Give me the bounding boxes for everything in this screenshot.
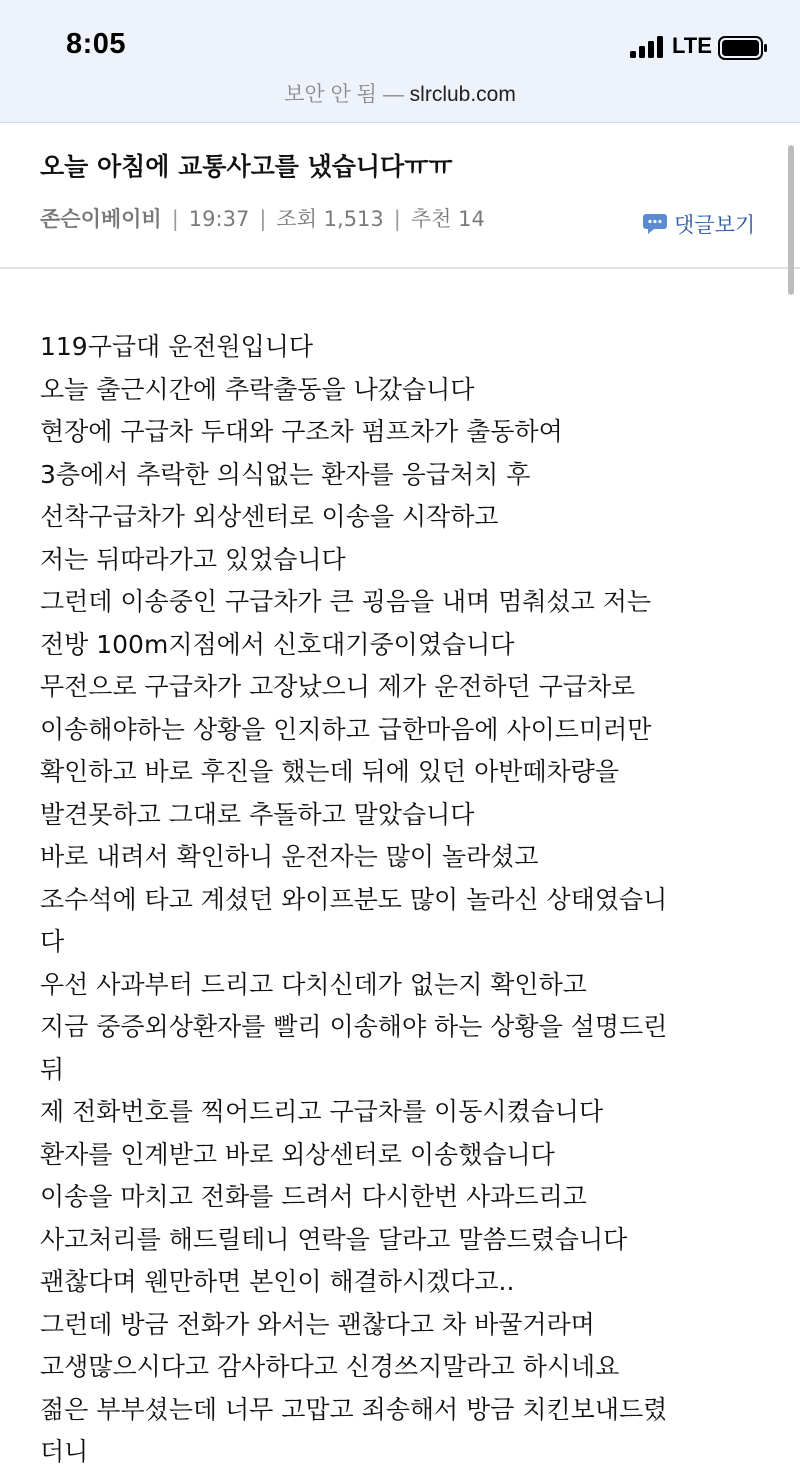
browser-address-bar[interactable] xyxy=(0,76,800,123)
body-line: 현장에 구급차 두대와 구조차 펌프차가 출동하여 xyxy=(40,417,563,446)
post-body xyxy=(40,326,752,1474)
meta-separator: | xyxy=(171,207,179,231)
body-line: 젊은 부부셨는데 너무 고맙고 죄송해서 방금 치킨보내드렸 xyxy=(40,1394,668,1424)
body-line: 저는 뒤따라가고 있었습니다 xyxy=(40,544,346,574)
post-meta xyxy=(40,203,485,233)
body-line: 무전으로 구급차가 고장났으니 제가 운전하던 구급차로 xyxy=(40,672,636,701)
signal-bars-icon xyxy=(630,36,668,58)
body-line: 그런데 방금 전화가 와서는 괜찮다고 차 바꿀거라며 xyxy=(40,1309,595,1339)
post-recommends: 추천 14 xyxy=(410,207,485,231)
view-comments-label: 댓글보기 xyxy=(674,213,756,237)
post-title: 오늘 아침에 교통사고를 냈습니다ㅠㅠ xyxy=(40,152,453,181)
body-line: 환자를 인계받고 바로 외상센터로 이송했습니다 xyxy=(40,1139,555,1169)
meta-separator: | xyxy=(259,207,267,231)
body-line: 이송해야하는 상황을 인지하고 급한마음에 사이드미러만 xyxy=(40,714,652,744)
body-line: 괜찮다며 웬만하면 본인이 해결하시겠다고.. xyxy=(40,1267,515,1296)
body-line: 사고처리를 해드릴테니 연락을 달라고 말씀드렸습니다 xyxy=(40,1224,628,1254)
body-line: 발견못하고 그대로 추돌하고 말았습니다 xyxy=(40,799,475,829)
speech-bubble-icon xyxy=(642,212,668,236)
meta-separator: | xyxy=(393,207,401,231)
address-text[interactable] xyxy=(0,78,800,108)
body-line: 이송을 마치고 전화를 드려서 다시한번 사과드리고 xyxy=(40,1182,587,1211)
body-line: 확인하고 바로 후진을 했는데 뒤에 있던 아반떼차량을 xyxy=(40,757,619,786)
status-time: 8:05 xyxy=(66,28,127,60)
post-header xyxy=(0,123,800,269)
address-separator: — xyxy=(382,83,404,106)
body-line: 그런데 이송중인 구급차가 큰 굉음을 내며 멈춰섰고 저는 xyxy=(40,587,652,616)
domain-label: slrclub.com xyxy=(409,83,516,106)
security-status-label: 보안 안 됨 xyxy=(284,83,377,106)
body-line: 우선 사과부터 드리고 다치신데가 없는지 확인하고 xyxy=(40,969,587,999)
body-line: 뒤 xyxy=(40,1054,65,1084)
body-line: 전방 100m지점에서 신호대기중이였습니다 xyxy=(40,629,515,659)
body-line: 지금 중증외상환자를 빨리 이송해야 하는 상황을 설명드린 xyxy=(40,1012,668,1041)
body-line: 조수석에 타고 계셨던 와이프분도 많이 놀라신 상태였습니 xyxy=(40,884,668,914)
body-line: 더니 xyxy=(40,1437,89,1466)
post-time: 19:37 xyxy=(188,207,250,231)
body-line: 고생많으시다고 감사하다고 신경쓰지말라고 하시네요 xyxy=(40,1352,620,1381)
body-line: 다 xyxy=(40,927,65,956)
status-bar xyxy=(0,0,800,76)
body-line: 제 전화번호를 찍어드리고 구급차를 이동시켰습니다 xyxy=(40,1097,604,1126)
battery-icon xyxy=(718,36,768,60)
scrollbar[interactable] xyxy=(788,145,794,295)
network-type-label: LTE xyxy=(672,33,712,58)
view-comments-button[interactable] xyxy=(642,209,755,239)
body-line: 바로 내려서 확인하니 운전자는 많이 놀라셨고 xyxy=(40,842,539,871)
post-author[interactable]: 존슨이베이비 xyxy=(40,207,162,231)
body-line: 오늘 출근시간에 추락출동을 나갔습니다 xyxy=(40,374,475,404)
body-line: 3층에서 추락한 의식없는 환자를 응급처치 후 xyxy=(40,459,531,489)
post-views: 조회 1,513 xyxy=(276,207,384,231)
body-line: 선착구급차가 외상센터로 이송을 시작하고 xyxy=(40,502,499,531)
body-line: 119구급대 운전원입니다 xyxy=(40,332,314,361)
